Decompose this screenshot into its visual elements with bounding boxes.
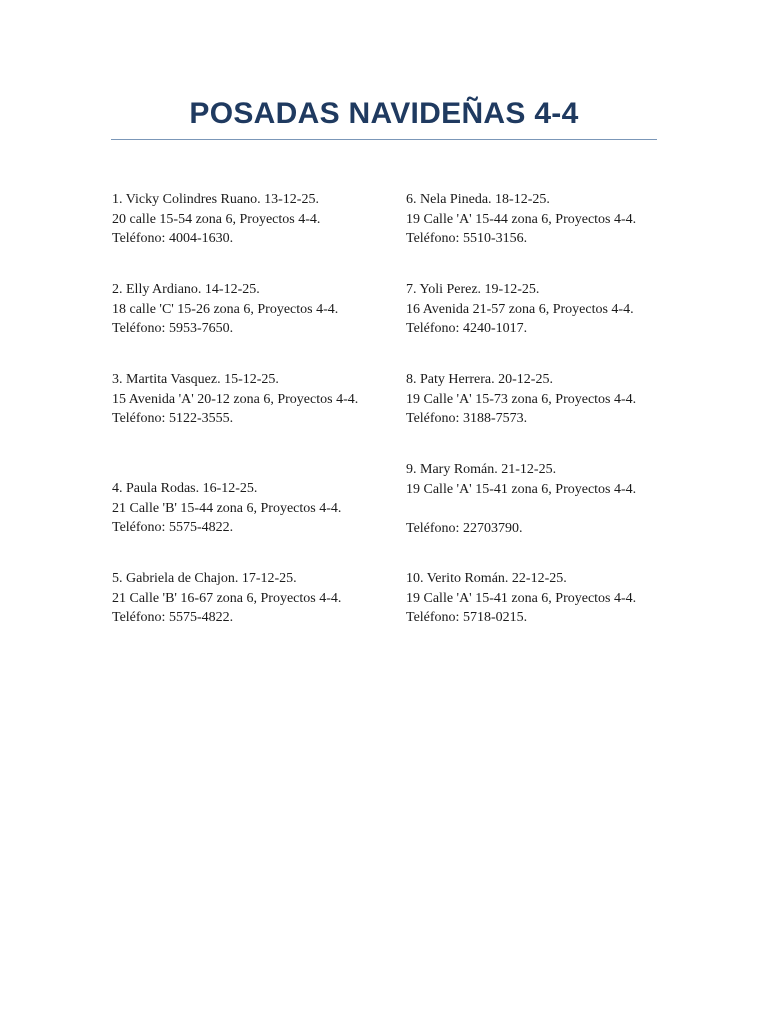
entry-address: 21 Calle 'B' 16-67 zona 6, Proyectos 4-4.: [112, 590, 342, 606]
posada-entry: [406, 460, 656, 538]
entry-phone: Teléfono: 22703790.: [406, 520, 523, 536]
entry-phone: Teléfono: 5575-4822.: [112, 520, 234, 535]
posada-entry: [112, 280, 362, 339]
entry-address: 16 Avenida 21-57 zona 6, Proyectos 4-4.: [406, 301, 634, 317]
entry-blank-line: [406, 499, 656, 519]
posada-entry: [406, 190, 656, 249]
entry-name: 3. Martita Vasquez. 15-12-25.: [112, 372, 279, 387]
posada-entry: [112, 190, 362, 249]
entry-address: 15 Avenida 'A' 20-12 zona 6, Proyectos 4-4.: [112, 391, 359, 407]
entry-name: 7. Yoli Perez. 19-12-25.: [406, 282, 540, 297]
posada-entry: [112, 479, 362, 538]
entry-name: 8. Paty Herrera. 20-12-25.: [406, 372, 553, 387]
entry-address: 19 Calle 'A' 15-73 zona 6, Proyectos 4-4.: [406, 391, 637, 407]
entry-address: 21 Calle 'B' 15-44 zona 6, Proyectos 4-4.: [112, 500, 342, 516]
entry-address: 18 calle 'C' 15-26 zona 6, Proyectos 4-4.: [112, 301, 339, 317]
entry-phone: Teléfono: 4004-1630.: [112, 231, 234, 246]
entry-name: 2. Elly Ardiano. 14-12-25.: [112, 282, 260, 297]
entry-name: 5. Gabriela de Chajon. 17-12-25.: [112, 571, 297, 586]
entry-address: 20 calle 15-54 zona 6, Proyectos 4-4.: [112, 211, 321, 227]
entry-phone: Teléfono: 5953-7650.: [112, 321, 234, 336]
entry-name: 10. Verito Román. 22-12-25.: [406, 571, 567, 586]
posada-entry: [112, 569, 362, 628]
entry-phone: Teléfono: 3188-7573.: [406, 411, 528, 426]
entry-phone: Teléfono: 5510-3156.: [406, 231, 528, 246]
posada-entry: [406, 569, 656, 628]
posada-entry: [406, 370, 656, 429]
posada-entry: [406, 280, 656, 339]
posada-entry: [112, 370, 362, 429]
page-title: POSADAS NAVIDEÑAS 4-4: [189, 97, 579, 130]
entry-address: 19 Calle 'A' 15-44 zona 6, Proyectos 4-4.: [406, 211, 637, 227]
title-divider: [111, 139, 657, 140]
entry-address: 19 Calle 'A' 15-41 zona 6, Proyectos 4-4.: [406, 590, 637, 606]
entry-name: 4. Paula Rodas. 16-12-25.: [112, 481, 258, 496]
entry-phone: Teléfono: 5718-0215.: [406, 610, 528, 625]
entry-phone: Teléfono: 4240-1017.: [406, 321, 528, 336]
entry-address: 19 Calle 'A' 15-41 zona 6, Proyectos 4-4.: [406, 481, 637, 497]
entry-name: 6. Nela Pineda. 18-12-25.: [406, 192, 550, 207]
entry-phone: Teléfono: 5575-4822.: [112, 610, 234, 625]
entry-name: 1. Vicky Colindres Ruano. 13-12-25.: [112, 192, 319, 207]
entry-name: 9. Mary Román. 21-12-25.: [406, 462, 557, 477]
entry-phone: Teléfono: 5122-3555.: [112, 411, 234, 426]
